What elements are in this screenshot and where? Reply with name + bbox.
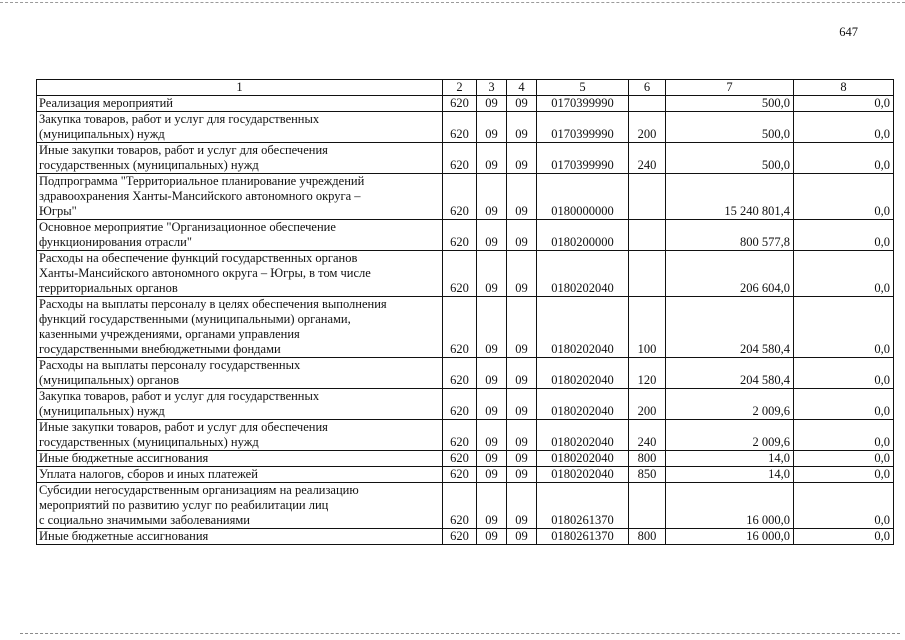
table-row xyxy=(37,467,894,483)
row-name-cell: Основное мероприятие "Организационное обеспечение функционирования отрасли" xyxy=(37,220,443,251)
row-name-cell: Расходы на выплаты персоналу в целях обеспечения выполнения функций государственными (муниципальными) органами, казенными учреждениями, органами управления государственными внебюджетными фондами xyxy=(37,297,443,358)
table-row xyxy=(37,220,894,251)
subsection-code-cell: 09 xyxy=(507,389,537,420)
subsection-code-cell: 09 xyxy=(507,483,537,529)
expense-type-code-cell xyxy=(629,483,666,529)
ministry-code-cell: 620 xyxy=(443,483,477,529)
table-row xyxy=(37,483,894,529)
ministry-code-cell: 620 xyxy=(443,251,477,297)
target-article-code-cell: 0170399990 xyxy=(537,143,629,174)
amount-secondary-cell: 0,0 xyxy=(794,358,894,389)
ministry-code-cell: 620 xyxy=(443,143,477,174)
amount-secondary-cell: 0,0 xyxy=(794,297,894,358)
ministry-code-cell: 620 xyxy=(443,112,477,143)
row-name-cell: Иные бюджетные ассигнования xyxy=(37,529,443,545)
expense-type-code-cell: 100 xyxy=(629,297,666,358)
scan-edge-top xyxy=(0,2,905,3)
column-header-1: 1 xyxy=(37,80,443,96)
ministry-code-cell: 620 xyxy=(443,174,477,220)
amount-secondary-cell: 0,0 xyxy=(794,96,894,112)
page-number: 647 xyxy=(839,25,858,39)
budget-table xyxy=(36,79,894,545)
expense-type-code-cell xyxy=(629,96,666,112)
section-code-cell: 09 xyxy=(477,96,507,112)
subsection-code-cell: 09 xyxy=(507,220,537,251)
target-article-code-cell: 0180202040 xyxy=(537,467,629,483)
amount-secondary-cell: 0,0 xyxy=(794,251,894,297)
ministry-code-cell: 620 xyxy=(443,420,477,451)
expense-type-code-cell: 850 xyxy=(629,467,666,483)
target-article-code-cell: 0180200000 xyxy=(537,220,629,251)
section-code-cell: 09 xyxy=(477,451,507,467)
row-name-cell: Закупка товаров, работ и услуг для государственных (муниципальных) нужд xyxy=(37,112,443,143)
row-name-cell: Иные закупки товаров, работ и услуг для обеспечения государственных (муниципальных) нужд xyxy=(37,420,443,451)
expense-type-code-cell: 800 xyxy=(629,451,666,467)
subsection-code-cell: 09 xyxy=(507,358,537,389)
target-article-code-cell: 0180202040 xyxy=(537,420,629,451)
scan-edge-bottom xyxy=(20,633,900,634)
target-article-code-cell: 0180261370 xyxy=(537,483,629,529)
section-code-cell: 09 xyxy=(477,529,507,545)
column-header-7: 7 xyxy=(666,80,794,96)
target-article-code-cell: 0180202040 xyxy=(537,389,629,420)
ministry-code-cell: 620 xyxy=(443,529,477,545)
target-article-code-cell: 0180202040 xyxy=(537,358,629,389)
amount-secondary-cell: 0,0 xyxy=(794,389,894,420)
section-code-cell: 09 xyxy=(477,112,507,143)
table-row xyxy=(37,420,894,451)
subsection-code-cell: 09 xyxy=(507,174,537,220)
column-header-4: 4 xyxy=(507,80,537,96)
target-article-code-cell: 0180202040 xyxy=(537,297,629,358)
ministry-code-cell: 620 xyxy=(443,451,477,467)
subsection-code-cell: 09 xyxy=(507,467,537,483)
target-article-code-cell: 0180202040 xyxy=(537,451,629,467)
expense-type-code-cell: 240 xyxy=(629,420,666,451)
row-name-cell: Уплата налогов, сборов и иных платежей xyxy=(37,467,443,483)
amount-cell: 14,0 xyxy=(666,451,794,467)
expense-type-code-cell xyxy=(629,220,666,251)
expense-type-code-cell: 200 xyxy=(629,389,666,420)
ministry-code-cell: 620 xyxy=(443,220,477,251)
amount-cell: 206 604,0 xyxy=(666,251,794,297)
ministry-code-cell: 620 xyxy=(443,96,477,112)
amount-secondary-cell: 0,0 xyxy=(794,467,894,483)
target-article-code-cell: 0180202040 xyxy=(537,251,629,297)
amount-secondary-cell: 0,0 xyxy=(794,143,894,174)
amount-secondary-cell: 0,0 xyxy=(794,451,894,467)
subsection-code-cell: 09 xyxy=(507,143,537,174)
table-body xyxy=(37,96,894,545)
expense-type-code-cell: 120 xyxy=(629,358,666,389)
ministry-code-cell: 620 xyxy=(443,358,477,389)
column-header-6: 6 xyxy=(629,80,666,96)
expense-type-code-cell xyxy=(629,174,666,220)
subsection-code-cell: 09 xyxy=(507,96,537,112)
table-row xyxy=(37,251,894,297)
table-row xyxy=(37,112,894,143)
amount-secondary-cell: 0,0 xyxy=(794,483,894,529)
table-row xyxy=(37,174,894,220)
table-row xyxy=(37,529,894,545)
section-code-cell: 09 xyxy=(477,483,507,529)
subsection-code-cell: 09 xyxy=(507,251,537,297)
expense-type-code-cell xyxy=(629,251,666,297)
table-row xyxy=(37,389,894,420)
row-name-cell: Иные бюджетные ассигнования xyxy=(37,451,443,467)
column-header-2: 2 xyxy=(443,80,477,96)
target-article-code-cell: 0180000000 xyxy=(537,174,629,220)
amount-secondary-cell: 0,0 xyxy=(794,529,894,545)
amount-cell: 500,0 xyxy=(666,96,794,112)
subsection-code-cell: 09 xyxy=(507,451,537,467)
subsection-code-cell: 09 xyxy=(507,529,537,545)
expense-type-code-cell: 800 xyxy=(629,529,666,545)
header-row xyxy=(37,80,894,96)
ministry-code-cell: 620 xyxy=(443,297,477,358)
table-row xyxy=(37,143,894,174)
table-row xyxy=(37,358,894,389)
target-article-code-cell: 0180261370 xyxy=(537,529,629,545)
row-name-cell: Иные закупки товаров, работ и услуг для обеспечения государственных (муниципальных) нужд xyxy=(37,143,443,174)
amount-secondary-cell: 0,0 xyxy=(794,112,894,143)
amount-cell: 14,0 xyxy=(666,467,794,483)
subsection-code-cell: 09 xyxy=(507,112,537,143)
amount-secondary-cell: 0,0 xyxy=(794,420,894,451)
target-article-code-cell: 0170399990 xyxy=(537,112,629,143)
subsection-code-cell: 09 xyxy=(507,297,537,358)
expense-type-code-cell: 240 xyxy=(629,143,666,174)
ministry-code-cell: 620 xyxy=(443,389,477,420)
row-name-cell: Расходы на выплаты персоналу государственных (муниципальных) органов xyxy=(37,358,443,389)
ministry-code-cell: 620 xyxy=(443,467,477,483)
section-code-cell: 09 xyxy=(477,297,507,358)
amount-cell: 16 000,0 xyxy=(666,483,794,529)
amount-cell: 2 009,6 xyxy=(666,420,794,451)
amount-cell: 204 580,4 xyxy=(666,297,794,358)
section-code-cell: 09 xyxy=(477,251,507,297)
expense-type-code-cell: 200 xyxy=(629,112,666,143)
section-code-cell: 09 xyxy=(477,143,507,174)
amount-secondary-cell: 0,0 xyxy=(794,220,894,251)
subsection-code-cell: 09 xyxy=(507,420,537,451)
row-name-cell: Расходы на обеспечение функций государственных органов Ханты-Мансийского автономного округа – Югры, в том числе территориальных органов xyxy=(37,251,443,297)
section-code-cell: 09 xyxy=(477,420,507,451)
amount-cell: 16 000,0 xyxy=(666,529,794,545)
amount-cell: 204 580,4 xyxy=(666,358,794,389)
amount-cell: 2 009,6 xyxy=(666,389,794,420)
table-row xyxy=(37,451,894,467)
amount-cell: 15 240 801,4 xyxy=(666,174,794,220)
row-name-cell: Субсидии негосударственным организациям на реализацию мероприятий по развитию услуг по реабилитации лиц с социально значимыми заболеваниями xyxy=(37,483,443,529)
column-header-8: 8 xyxy=(794,80,894,96)
amount-cell: 500,0 xyxy=(666,112,794,143)
amount-cell: 800 577,8 xyxy=(666,220,794,251)
target-article-code-cell: 0170399990 xyxy=(537,96,629,112)
table-row xyxy=(37,297,894,358)
column-header-5: 5 xyxy=(537,80,629,96)
section-code-cell: 09 xyxy=(477,220,507,251)
column-header-3: 3 xyxy=(477,80,507,96)
section-code-cell: 09 xyxy=(477,467,507,483)
row-name-cell: Закупка товаров, работ и услуг для государственных (муниципальных) нужд xyxy=(37,389,443,420)
row-name-cell: Реализация мероприятий xyxy=(37,96,443,112)
amount-secondary-cell: 0,0 xyxy=(794,174,894,220)
amount-cell: 500,0 xyxy=(666,143,794,174)
row-name-cell: Подпрограмма "Территориальное планирование учреждений здравоохранения Ханты-Мансийского автономного округа – Югры" xyxy=(37,174,443,220)
section-code-cell: 09 xyxy=(477,174,507,220)
table-row xyxy=(37,96,894,112)
section-code-cell: 09 xyxy=(477,358,507,389)
section-code-cell: 09 xyxy=(477,389,507,420)
